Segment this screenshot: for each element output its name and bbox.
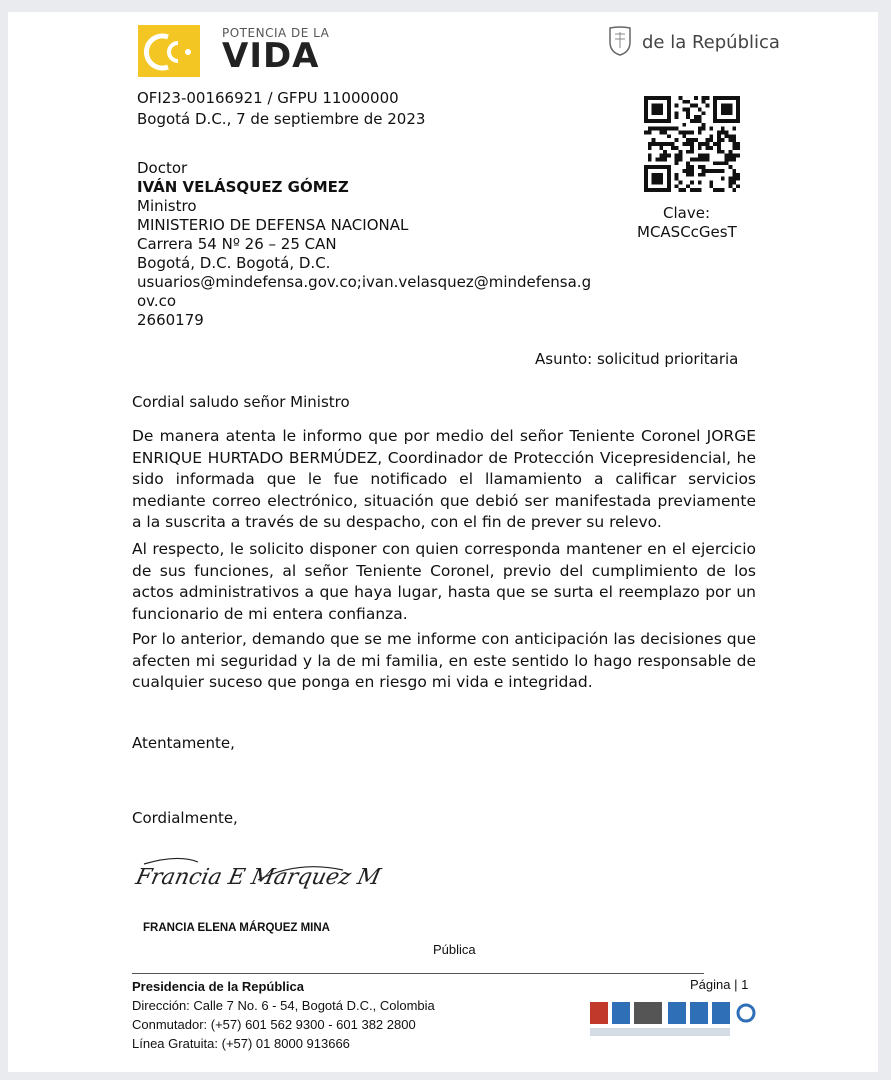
closing-atentamente: Atentamente,: [132, 734, 235, 752]
letter-page: [8, 12, 878, 1072]
footer-switchboard: Conmutador: (+57) 601 562 9300 - 601 382 2800: [132, 1017, 416, 1032]
body-paragraph-2: Al respecto, le solicito disponer con quien corresponda mantener en el ejercicio de sus funciones, al señor Teniente Coronel, previo del cumplimiento de los actos administrativos a que haya lugar, hasta que se surta el reemplazo por un funcionario de mi entera confianza.: [132, 540, 756, 623]
recipient-email-line2: ov.co: [137, 292, 177, 310]
clave-value: MCASCcGesT: [637, 223, 737, 241]
certification-badges-icon: [588, 998, 758, 1042]
footer-address: Dirección: Calle 7 No. 6 - 54, Bogotá D.C., Colombia: [132, 998, 435, 1013]
body-paragraph-3: Por lo anterior, demando que se me informe con anticipación las decisiones que afecten mi seguridad y la de mi familia, en este sentido lo hago responsable de cualquier suceso que ponga en riesgo mi vida e integridad.: [132, 630, 756, 691]
footer-divider: [132, 973, 704, 974]
signer-name: FRANCIA ELENA MÁRQUEZ MINA: [143, 922, 330, 934]
svg-text:Francia E Marquez M: Francia E Marquez M: [133, 864, 383, 890]
viewer-top-strip: [0, 0, 891, 12]
page-number: Página | 1: [690, 977, 749, 992]
handwritten-signature: [133, 850, 383, 896]
body-paragraph-1: De manera atenta le informo que por medio del señor Teniente Coronel JORGE ENRIQUE HURTADO BERMÚDEZ, Coordinador de Protección Vicepresidencial, he sido informada que le fue notificado el llamamiento a calificar servicios mediante correo electrónico, situación que debió ser manifestada previamente a la suscrita a través de su despacho, con el fin de prever su relevo.: [132, 427, 756, 531]
footer-org: Presidencia de la República: [132, 979, 304, 994]
document-date: Bogotá D.C., 7 de septiembre de 2023: [137, 110, 426, 128]
closing-cordialmente: Cordialmente,: [132, 809, 238, 827]
coat-of-arms-icon: [606, 26, 634, 56]
recipient-email-line1: usuarios@mindefensa.gov.co;ivan.velasquez@mindefensa.g: [137, 273, 592, 291]
logo-tagline: POTENCIA DE LA: [222, 26, 330, 40]
recipient-title: Doctor: [137, 159, 188, 177]
recipient-position: Ministro: [137, 197, 197, 215]
recipient-entity: MINISTERIO DE DEFENSA NACIONAL: [137, 216, 409, 234]
classification-label: Pública: [433, 942, 476, 957]
subject-line: Asunto: solicitud prioritaria: [535, 350, 739, 368]
recipient-phone: 2660179: [137, 311, 204, 329]
recipient-address: Carrera 54 Nº 26 – 25 CAN: [137, 235, 337, 253]
qr-code-icon: [644, 96, 740, 192]
recipient-name: IVÁN VELÁSQUEZ GÓMEZ: [137, 178, 349, 196]
institution-name: de la República: [642, 32, 780, 53]
greeting: Cordial saludo señor Ministro: [132, 393, 350, 411]
document-reference: OFI23-00166921 / GFPU 11000000: [137, 89, 399, 107]
recipient-city: Bogotá, D.C. Bogotá, D.C.: [137, 254, 331, 272]
potencia-de-la-vida-logo-icon: [138, 25, 200, 77]
footer-toll-free: Línea Gratuita: (+57) 01 8000 913666: [132, 1036, 350, 1051]
clave-label: Clave:: [663, 204, 710, 222]
logo-wordmark: VIDA: [222, 36, 320, 76]
